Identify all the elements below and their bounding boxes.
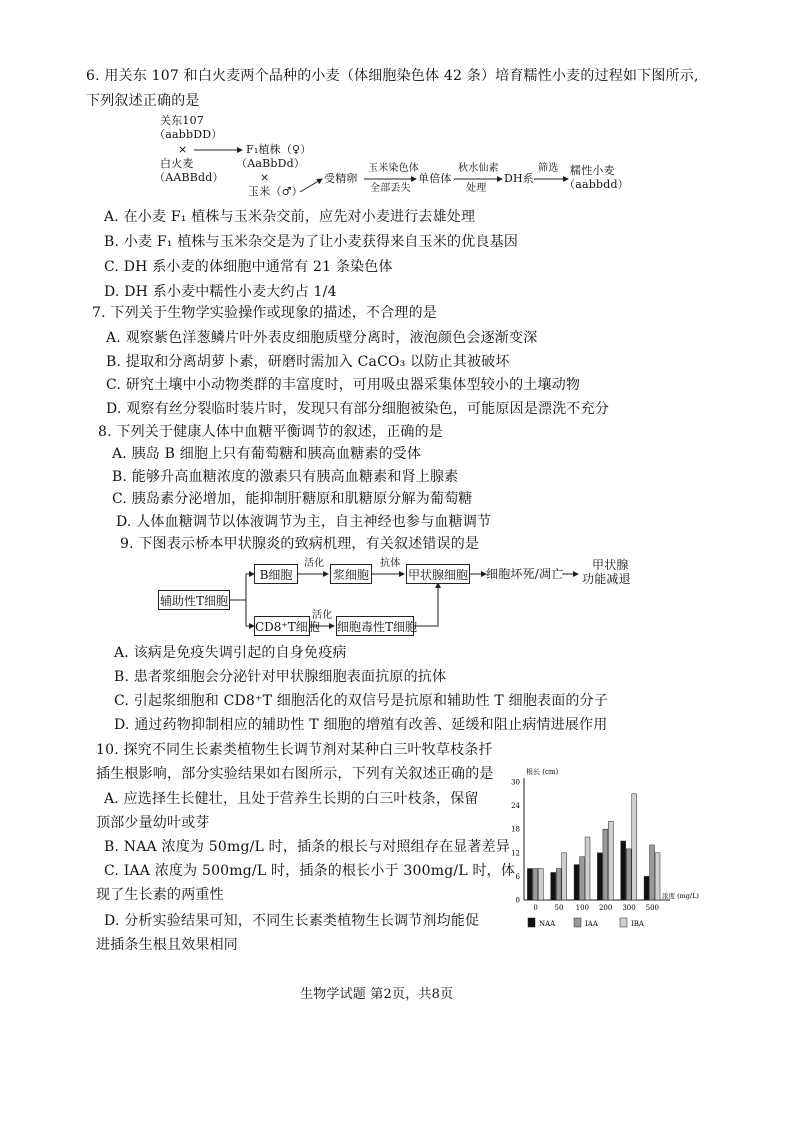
bar-naa bbox=[644, 876, 649, 900]
q6-option-b: B. 小麦 F₁ 植株与玉米杂交是为了让小麦获得来自玉米的优良基因 bbox=[104, 234, 519, 250]
q10-stem-line2: 插生根影响，部分实验结果如右图所示，下列有关叙述正确的是 bbox=[96, 766, 494, 782]
y-axis-label: 根长 (cm) bbox=[526, 768, 559, 776]
result-line-1: 甲状腺 bbox=[592, 558, 629, 572]
parent1-genotype: （aabbDD） bbox=[154, 128, 223, 141]
bar-iaa bbox=[603, 829, 608, 900]
q10-option-c-line2: 现了生长素的两重性 bbox=[96, 887, 224, 903]
x-tick-label: 300 bbox=[622, 904, 636, 912]
legend-label-naa: NAA bbox=[539, 920, 556, 928]
q10-option-c-line1: C. IAA 浓度为 500mg/L 时，插条的根长小于 300mg/L 时，体 bbox=[104, 863, 516, 879]
q9-mechanism-diagram bbox=[158, 558, 658, 642]
q10-option-a-line2: 顶部少量幼叶或芽 bbox=[96, 815, 210, 831]
q6-arrows bbox=[150, 112, 620, 202]
q7-stem: 7. 下列关于生物学实验操作或现象的描述，不合理的是 bbox=[92, 305, 438, 321]
bar-iba bbox=[608, 821, 613, 900]
arrow3-top: 筛选 bbox=[538, 163, 559, 174]
arrow1-bottom: 全部丢失 bbox=[370, 183, 411, 194]
legend-swatch-naa bbox=[528, 918, 535, 927]
q10-stem-line1: 10. 探究不同生长素类植物生长调节剂对某种白三叶牧草枝条扦 bbox=[96, 742, 493, 758]
q9-option-d: D. 通过药物抑制相应的辅助性 T 细胞的增殖有改善、延缓和阻止病情进展作用 bbox=[114, 717, 608, 733]
q7-option-b: B. 提取和分离胡萝卜素，研磨时需加入 CaCO₃ 以防止其被破坏 bbox=[106, 354, 510, 370]
q8-option-b: B. 能够升高血糖浓度的激素只有胰高血糖素和肾上腺素 bbox=[112, 469, 459, 485]
q9-option-c: C. 引起浆细胞和 CD8⁺T 细胞活化的双信号是抗原和辅助性 T 细胞表面的分子 bbox=[114, 693, 609, 709]
bar-naa bbox=[597, 853, 602, 900]
y-tick-label: 30 bbox=[511, 778, 520, 787]
y-tick-label: 24 bbox=[511, 802, 520, 811]
q6-option-d: D. DH 系小麦中糯性小麦大约占 1/4 bbox=[104, 284, 337, 300]
zygote: 受精卵 bbox=[324, 172, 358, 185]
x-tick-label: 200 bbox=[598, 904, 613, 912]
parent1-name: 关东107 bbox=[160, 114, 204, 127]
cross-symbol-1: × bbox=[178, 143, 188, 156]
bar-naa bbox=[527, 869, 532, 900]
cd8-t-cell-box: CD8⁺T细胞 bbox=[254, 616, 310, 636]
arrow1-top: 玉米染色体 bbox=[368, 163, 419, 174]
thyroid-cell-box: 甲状腺细胞 bbox=[406, 564, 470, 584]
y-tick-label: 18 bbox=[511, 825, 520, 834]
plasma-cell-box: 浆细胞 bbox=[330, 564, 372, 584]
q8-option-d: D. 人体血糖调节以体液调节为主，自主神经也参与血糖调节 bbox=[116, 514, 492, 530]
bar-iba bbox=[655, 853, 660, 900]
bar-naa bbox=[551, 872, 556, 900]
q8-stem: 8. 下列关于健康人体中血糖平衡调节的叙述，正确的是 bbox=[98, 424, 444, 440]
bar-iaa bbox=[533, 869, 538, 900]
legend-label-iaa: IAA bbox=[585, 920, 598, 928]
bar-iba bbox=[562, 853, 567, 900]
arrow2-top: 秋水仙素 bbox=[458, 163, 499, 174]
bar-iba bbox=[632, 794, 637, 900]
cytotoxic-t-cell-box: 细胞毒性T细胞 bbox=[336, 616, 414, 636]
x-tick-label: 0 bbox=[533, 904, 538, 912]
root-length-bar-chart bbox=[500, 764, 700, 934]
q8-option-a: A. 胰岛 B 细胞上只有葡萄糖和胰高血糖素的受体 bbox=[112, 446, 422, 462]
q6-stem-line2: 下列叙述正确的是 bbox=[86, 93, 200, 109]
final-genotype: （aabbdd） bbox=[564, 178, 629, 191]
y-tick-label: 12 bbox=[511, 849, 520, 858]
activate-label-2: 活化 bbox=[312, 610, 333, 621]
q6-stem-line1: 6. 用关东 107 和白火麦两个品种的小麦（体细胞染色体 42 条）培育糯性小麦的过程如下图所示, bbox=[86, 68, 699, 84]
bar-iaa bbox=[556, 869, 561, 900]
arrow2-bottom: 处理 bbox=[466, 183, 487, 194]
q6-breeding-diagram bbox=[150, 112, 629, 202]
legend-swatch-iaa bbox=[574, 918, 581, 927]
bar-iaa bbox=[580, 857, 585, 900]
haploid: 单倍体 bbox=[418, 172, 452, 185]
q10-option-b: B. NAA 浓度为 50mg/L 时，插条的根长与对照组存在显著差异 bbox=[104, 839, 511, 855]
q7-option-d: D. 观察有丝分裂临时装片时，发现只有部分细胞被染色，可能原因是漂洗不充分 bbox=[106, 401, 610, 417]
bar-naa bbox=[574, 865, 579, 900]
y-tick-label: 6 bbox=[515, 872, 520, 881]
cell-damage-text: 细胞坏死/凋亡 bbox=[486, 567, 564, 581]
x-tick-label: 500 bbox=[645, 904, 660, 912]
cross-symbol-2: × bbox=[260, 171, 270, 184]
f1-name: F₁植株（♀） bbox=[246, 143, 312, 156]
legend-label-iba: IBA bbox=[631, 920, 644, 928]
bar-iba bbox=[585, 837, 590, 900]
dh-line: DH系 bbox=[504, 172, 535, 185]
q7-option-a: A. 观察紫色洋葱鳞片叶外表皮细胞质壁分离时，液泡颜色会逐渐变深 bbox=[106, 330, 538, 346]
q10-option-d-line1: D. 分析实验结果可知，不同生长素类植物生长调节剂均能促 bbox=[104, 913, 480, 929]
q6-option-c: C. DH 系小麦的体细胞中通常有 21 条染色体 bbox=[104, 259, 393, 275]
q8-option-c: C. 胰岛素分泌增加，能抑制肝糖原和肌糖原分解为葡萄糖 bbox=[112, 491, 473, 507]
bar-iaa bbox=[626, 849, 631, 900]
q7-option-c: C. 研究土壤中小动物类群的丰富度时，可用吸虫器采集体型较小的土壤动物 bbox=[106, 377, 581, 393]
antibody-label: 抗体 bbox=[380, 558, 401, 569]
x-tick-label: 50 bbox=[554, 904, 564, 912]
q6-option-a: A. 在小麦 F₁ 植株与玉米杂交前，应先对小麦进行去雄处理 bbox=[104, 209, 476, 225]
corn-male: 玉米（♂） bbox=[248, 185, 303, 198]
legend-swatch-iba bbox=[620, 918, 627, 927]
bar-iaa bbox=[650, 845, 655, 900]
f1-genotype: （AaBbDd） bbox=[236, 157, 306, 170]
final-name: 糯性小麦 bbox=[570, 164, 615, 177]
parent2-name: 白火麦 bbox=[160, 157, 194, 170]
b-cell-box: B细胞 bbox=[254, 564, 298, 584]
helper-t-cell-box: 辅助性T细胞 bbox=[158, 590, 230, 610]
q9-option-b: B. 患者浆细胞会分泌针对甲状腺细胞表面抗原的抗体 bbox=[114, 669, 447, 685]
bar-iba bbox=[538, 869, 543, 900]
activate-label-1: 活化 bbox=[304, 558, 325, 569]
bar-naa bbox=[621, 841, 626, 900]
result-line-2: 功能减退 bbox=[582, 572, 631, 586]
q9-option-a: A. 该病是免疫失调引起的自身免疫病 bbox=[114, 645, 347, 661]
q10-option-d-line2: 进插条生根且效果相同 bbox=[96, 937, 238, 953]
x-tick-label: 100 bbox=[575, 904, 590, 912]
parent2-genotype: （AABBdd） bbox=[154, 171, 224, 184]
q10-option-a-line1: A. 应选择生长健壮，且处于营养生长期的白三叶枝条，保留 bbox=[104, 791, 479, 807]
x-axis-label: 浓度 (mg/L) bbox=[662, 892, 699, 900]
y-tick-label: 0 bbox=[515, 896, 520, 905]
page-footer: 生物学试题 第2页，共8页 bbox=[300, 987, 454, 1002]
q9-stem: 9. 下图表示桥本甲状腺炎的致病机理，有关叙述错误的是 bbox=[120, 536, 480, 552]
